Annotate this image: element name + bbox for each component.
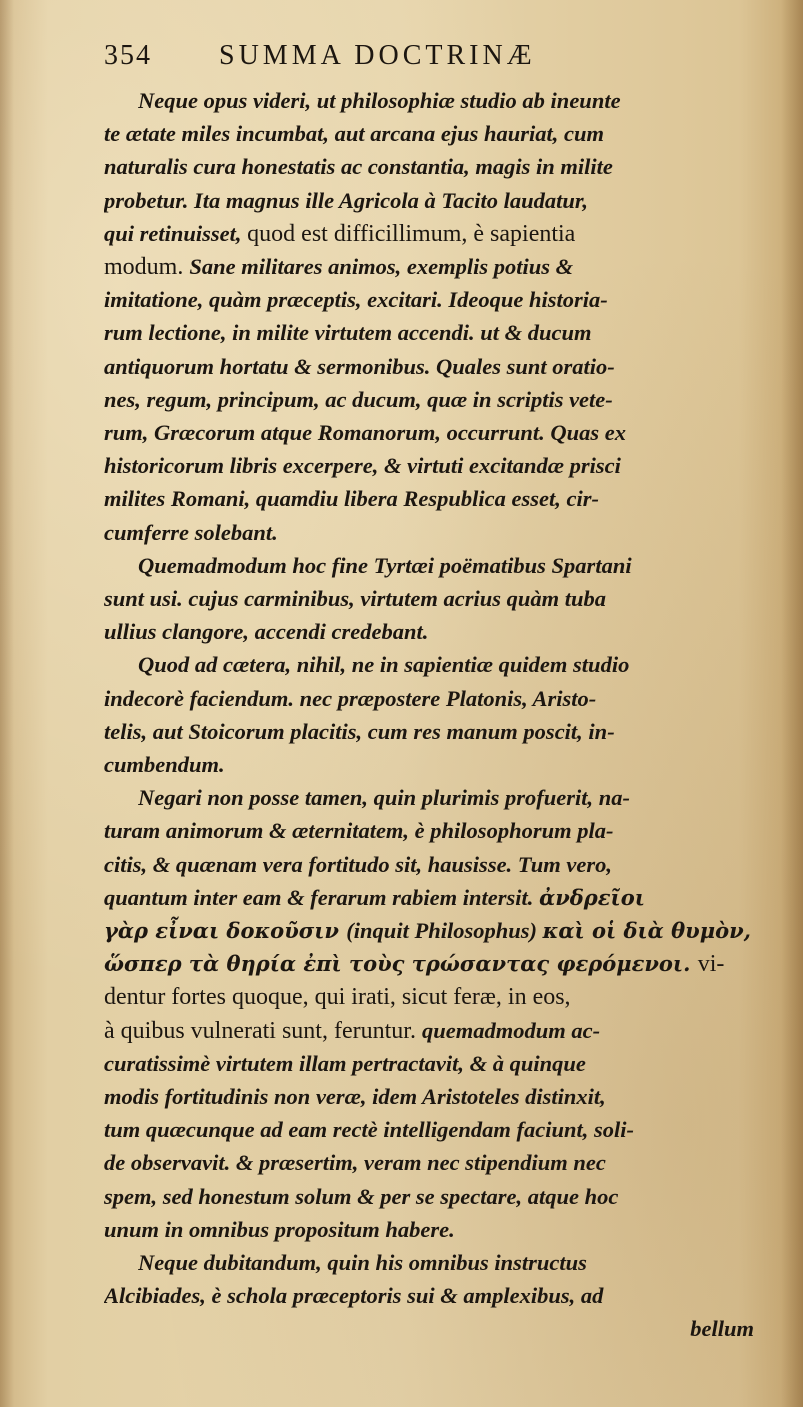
italic-text-segment: qui retinuisset, (104, 220, 248, 246)
italic-text-segment: telis, aut Stoicorum placitis, cum res manum poscit, in- (104, 718, 615, 744)
italic-text-segment: unum in omnibus propositum habere. (104, 1216, 455, 1242)
italic-text-segment: rum, Græcorum atque Romanorum, occurrunt. Quas ex (104, 420, 626, 445)
italic-text-segment: antiquorum hortatu & sermonibus. Quales sunt oratio- (104, 353, 615, 379)
greek-text-segment: ὥσπερ τὰ θηρία ἐπὶ τοὺς τρώσαντας φερόμενοι. (104, 951, 698, 977)
greek-text-segment: γὰρ εἶναι δοκοῦσιν (104, 918, 347, 943)
italic-text-segment: milites Romani, quamdiu libera Respublica esset, cir- (104, 486, 600, 512)
italic-text-segment: probetur. Ita magnus ille Agricola à Tacito laudatur, (104, 187, 589, 213)
italic-text-segment: Sane militares animos, exemplis potius & (189, 254, 574, 279)
page-number: 354 (104, 40, 152, 71)
italic-text-segment: spem, sed honestum solum & per se spectare, atque hoc (104, 1183, 619, 1209)
italic-text-segment: sunt usi. cujus carminibus, virtutem acrius quàm tuba (104, 586, 607, 611)
italic-text-segment: modis fortitudinis non veræ, idem Aristoteles distinxit, (104, 1084, 606, 1109)
roman-text-segment: à quibus vulnerati sunt, feruntur. (104, 1017, 422, 1044)
italic-text-segment: Neque opus videri, ut philosophiæ studio ab ineunte (138, 88, 621, 113)
italic-text-segment: turam animorum & æternitatem, è philosophorum pla- (104, 818, 614, 844)
italic-text-segment: rum lectione, in milite virtutem accendi. ut & ducum (104, 320, 592, 346)
italic-text-segment: historicorum libris excerpere, & virtuti excitandæ prisci (104, 453, 621, 479)
italic-text-segment: cumbendum. (104, 752, 225, 777)
italic-text-segment: (inquit Philosophus) (346, 918, 543, 943)
roman-text-segment: modum. (104, 254, 190, 280)
roman-text-segment: vi- (697, 951, 725, 978)
italic-text-segment: indecorè faciendum. nec præpostere Platonis, Aristo- (104, 685, 597, 711)
italic-text-segment: Quod ad cætera, nihil, ne in sapientiæ quidem studio (138, 652, 630, 678)
italic-text-segment: Alcibiades, è schola præceptoris sui & amplexibus, ad (104, 1283, 604, 1309)
italic-text-segment: tum quæcunque ad eam rectè intelligendam faciunt, soli- (104, 1117, 635, 1143)
italic-text-segment: cumferre solebant. (104, 519, 278, 545)
italic-text-segment: bellum (690, 1316, 754, 1342)
roman-text-segment: dentur fortes quoque, qui irati, sicut feræ, in eos, (104, 984, 571, 1011)
greek-text-segment: καὶ οἱ διὰ θυμὸν, (542, 918, 751, 943)
running-head (104, 40, 664, 84)
page-gutter-shadow (0, 0, 14, 1407)
page-edge-shadow (781, 0, 803, 1407)
italic-text-segment: Quemadmodum hoc fine Tyrtæi poëmatibus Spartani (138, 552, 632, 578)
italic-text-segment: ullius clangore, accendi credebant. (104, 619, 429, 645)
greek-text-segment: ἀνδρεῖοι (539, 884, 645, 910)
italic-text-segment: te ætate miles incumbat, aut arcana ejus hauriat, cum (104, 121, 605, 147)
italic-text-segment: curatissimè virtutem illam pertractavit, & à quinque (104, 1050, 586, 1076)
italic-text-segment: nes, regum, principum, ac ducum, quæ in scriptis vete- (104, 386, 613, 412)
italic-text-segment: Negari non posse tamen, quin plurimis profuerit, na- (138, 785, 630, 811)
text-line (104, 1310, 754, 1348)
italic-text-segment: quemadmodum ac- (421, 1017, 601, 1043)
italic-text-segment: Neque dubitandum, quin his omnibus instructus (138, 1250, 587, 1275)
roman-text-segment: quod est difficillimum, è sapientia (247, 220, 576, 247)
italic-text-segment: de observavit. & præsertim, veram nec stipendium nec (104, 1150, 606, 1176)
italic-text-segment: citis, & quænam vera fortitudo sit, hausisse. Tum vero, (104, 851, 612, 877)
italic-text-segment: quantum inter eam & ferarum rabiem intersit. (104, 884, 540, 910)
running-title: SUMMA DOCTRINÆ (219, 40, 536, 71)
italic-text-segment: naturalis cura honestatis ac constantia, magis in milite (104, 154, 613, 180)
italic-text-segment: imitatione, quàm præceptis, excitari. Ideoque historia- (104, 287, 608, 313)
